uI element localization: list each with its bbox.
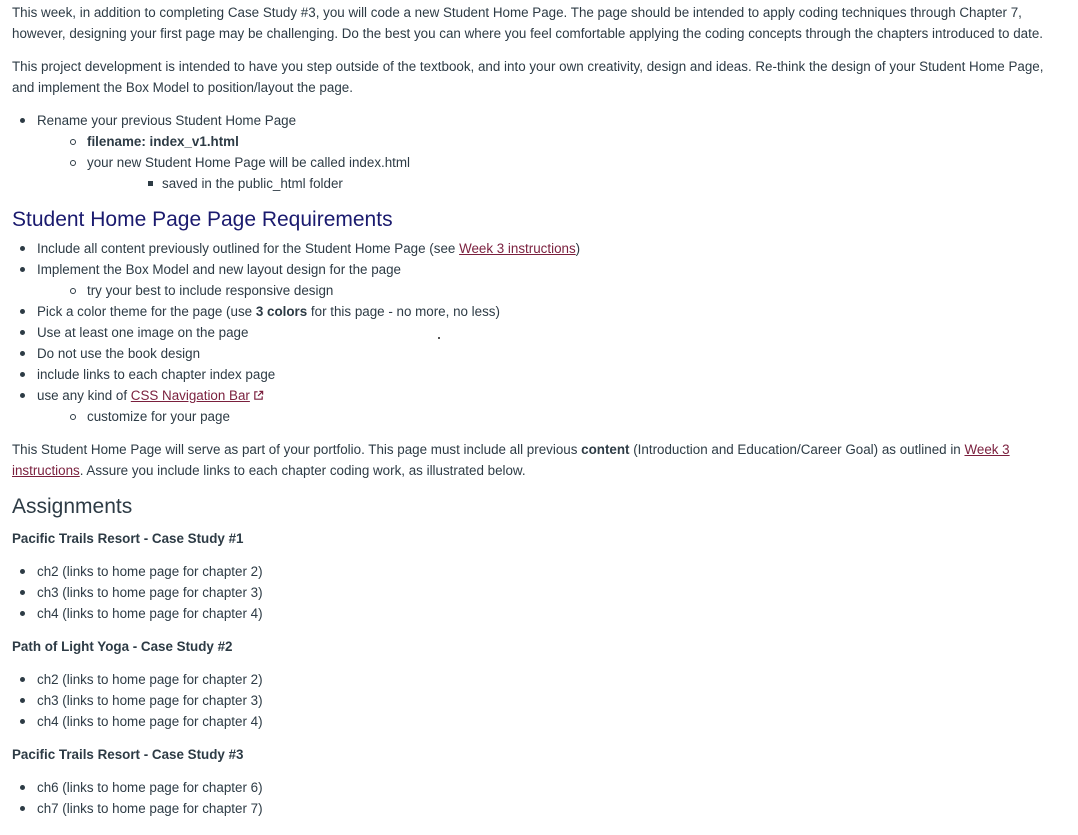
list-item bbox=[12, 322, 1066, 343]
list-item: ch6 (links to home page for chapter 6) bbox=[12, 777, 1066, 798]
list-item bbox=[12, 259, 1066, 301]
list-item bbox=[37, 131, 1066, 152]
requirement-text: for this page - no more, no less) bbox=[307, 304, 500, 319]
chapter-list bbox=[12, 777, 1066, 819]
saved-in-item: saved in the public_html folder bbox=[162, 176, 343, 191]
list-item bbox=[37, 152, 1066, 194]
list-item bbox=[87, 173, 1066, 194]
requirement-text: Use at least one image on the page bbox=[37, 325, 249, 340]
navbar-sublist bbox=[37, 406, 1066, 427]
week3-instructions-link-2[interactable]: Week 3 instructions bbox=[12, 442, 1010, 478]
portfolio-text: This Student Home Page will serve as part of your portfolio. This page must include all previous bbox=[12, 442, 582, 457]
list-item: ch2 (links to home page for chapter 2) bbox=[12, 561, 1066, 582]
requirements-heading: Student Home Page Page Requirements bbox=[12, 208, 393, 231]
list-item: ch4 (links to home page for chapter 4) bbox=[12, 711, 1066, 732]
css-navigation-bar-link[interactable]: CSS Navigation Bar bbox=[130, 388, 250, 403]
rename-list bbox=[12, 110, 1066, 194]
content-bold: content bbox=[581, 442, 630, 457]
portfolio-text: . Assure you include links to each chapter coding work, as illustrated below. bbox=[79, 463, 526, 478]
new-page-item: your new Student Home Page will be called index.html bbox=[87, 155, 411, 170]
group-title: Path of Light Yoga - Case Study #2 bbox=[12, 639, 233, 654]
requirement-text: use any kind of bbox=[37, 388, 131, 403]
intro-paragraph-2: This project development is intended to have you step outside of the textbook, and into your own creativity, design and ideas. Re-think the design of your Student Home Page, and implement the Box Model to position/layout the page. bbox=[12, 59, 1044, 95]
requirement-text: Include all content previously outlined for the Student Home Page (see bbox=[37, 241, 460, 256]
list-item bbox=[37, 406, 1066, 427]
requirement-text: include links to each chapter index page bbox=[37, 367, 276, 382]
requirement-text: Pick a color theme for the page (use bbox=[37, 304, 256, 319]
intro-paragraph-1: This week, in addition to completing Case Study #3, you will code a new Student Home Page. The page should be intended to apply coding techniques through Chapter 7, however, designing your first page may be challenging. Do the best you can where you feel comfortable applying the coding concepts through the chapters introduced to date. bbox=[12, 5, 1043, 41]
requirement-text: ) bbox=[575, 241, 581, 256]
list-item bbox=[12, 110, 1066, 194]
group-title: Pacific Trails Resort - Case Study #1 bbox=[12, 531, 244, 546]
list-item bbox=[37, 280, 1066, 301]
responsive-sublist bbox=[37, 280, 1066, 301]
week3-instructions-link[interactable]: Week 3 instructions bbox=[459, 241, 576, 256]
requirements-list bbox=[12, 238, 1066, 427]
new-page-sublist bbox=[87, 173, 1066, 194]
assignments-heading: Assignments bbox=[12, 495, 133, 518]
list-item bbox=[12, 343, 1066, 364]
list-item bbox=[12, 301, 1066, 322]
chapter-list bbox=[12, 669, 1066, 732]
list-item: ch3 (links to home page for chapter 3) bbox=[12, 582, 1066, 603]
rename-sublist bbox=[37, 131, 1066, 194]
list-item: ch3 (links to home page for chapter 3) bbox=[12, 690, 1066, 711]
list-item bbox=[12, 385, 1066, 427]
filename-label: filename: index_v1.html bbox=[87, 134, 239, 149]
rename-item: Rename your previous Student Home Page bbox=[37, 113, 297, 128]
list-item bbox=[12, 238, 1066, 259]
requirement-text: Do not use the book design bbox=[37, 346, 201, 361]
portfolio-text: (Introduction and Education/Career Goal) as outlined in bbox=[629, 442, 965, 457]
portfolio-paragraph bbox=[12, 439, 1066, 481]
three-colors-bold: 3 colors bbox=[255, 304, 308, 319]
requirement-text: Implement the Box Model and new layout design for the page bbox=[37, 262, 402, 277]
external-link-icon[interactable] bbox=[253, 390, 264, 401]
chapter-list bbox=[12, 561, 1066, 624]
list-item: ch7 (links to home page for chapter 7) bbox=[12, 798, 1066, 819]
stray-dot bbox=[438, 337, 440, 339]
requirement-subtext: try your best to include responsive design bbox=[87, 283, 334, 298]
list-item: ch2 (links to home page for chapter 2) bbox=[12, 669, 1066, 690]
list-item: ch4 (links to home page for chapter 4) bbox=[12, 603, 1066, 624]
requirement-subtext: customize for your page bbox=[87, 409, 230, 424]
list-item bbox=[12, 364, 1066, 385]
group-title: Pacific Trails Resort - Case Study #3 bbox=[12, 747, 244, 762]
